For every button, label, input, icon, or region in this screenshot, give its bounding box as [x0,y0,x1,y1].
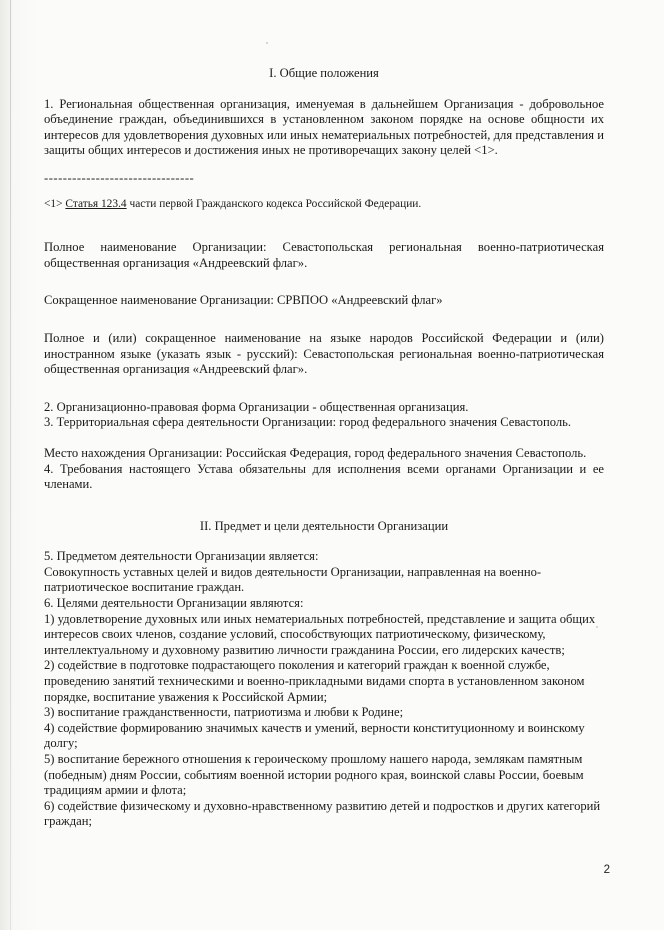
language-name-paragraph: Полное и (или) сокращенное наименование на языке народов Российской Федерации и (или) иностранном языке (указать язык - русский): Севастопольская региональная военно-патриотическая общественная организация «Андреевский флаг». [44,330,604,377]
page-number: 2 [603,864,610,876]
goal-item: 1) удовлетворение духовных или иных нематериальных потребностей, представление и защита общих интересов своих членов, создание условий, способствующих патриотическому, физическому, интеллектуальному и духовному развитию личности гражданина России, его лидерских качеств; [44,611,596,657]
section-1-heading: I. Общие положения [269,66,379,80]
scan-speck [266,42,268,44]
goal-item: 2) содействие в подготовке подрастающего поколения и категорий граждан к военной службе, проведению занятий техническими и военно-прикладными видами спорта в установленном законом порядке, воспитание уважения к Российской Армии; [44,658,585,704]
paragraph-1: 1. Региональная общественная организация, именуемая в дальнейшем Организация - добровольное объединение граждан, объединившихся в установленном законом порядке на основе общности их интересов для удовлетворения духовных или иных нематериальных потребностей, для представления и защиты общих интересов и достижения иных не противоречащих закону целей <1>. [44,96,604,158]
paragraph-6: 6. Целями деятельности Организации являются: [44,596,304,611]
section-2-heading: II. Предмет и цели деятельности Организации [199,518,449,533]
goal-item: 4) содействие формированию значимых качеств и умений, верности конституционному и воинскому долгу; [44,720,585,751]
scan-edge [10,0,11,930]
paragraph-5-text: Совокупность уставных целей и видов деятельности Организации, направленная на военно-патриотическое воспитание граждан. [44,564,542,595]
short-name-paragraph: Сокращенное наименование Организации: СРВПОО «Андреевский флаг» [44,293,443,308]
location-paragraph: Место нахождения Организации: Российская Федерация, город федерального значения Севастополь. [44,445,587,460]
paragraph-4: 4. Требования настоящего Устава обязательны для исполнения всеми органами Организации и ее членами. [44,461,604,492]
goal-item: 3) воспитание гражданственности, патриотизма и любви к Родине; [44,705,404,720]
footnote-mark: <1> [44,197,66,210]
footnote-separator: -------------------------------- [44,170,195,185]
footnote-link[interactable]: Статья 123.4 [65,197,127,210]
paragraph-2: 2. Организационно-правовая форма Организации - общественная организация. [44,399,469,414]
goal-item: 5) воспитание бережного отношения к героическому прошлому нашего народа, землякам памятным (победным) дням России, событиям военной истории родного края, воинской славы России, боевым традициям армии и флота; [44,752,584,798]
paragraph-3: 3. Территориальная сфера деятельности Организации: город федерального значения Севастополь. [44,415,572,430]
document-body [44,66,604,830]
footnote-text: части первой Гражданского кодекса Российской Федерации. [126,197,422,210]
goal-item: 6) содействие физическому и духовно-нравственному развитию детей и подростков и других категорий граждан; [44,798,601,829]
full-name-paragraph: Полное наименование Организации: Севастопольская региональная военно-патриотическая общественная организация «Андреевский флаг». [44,240,604,270]
paragraph-5: 5. Предметом деятельности Организации является: [44,549,319,564]
footnote [44,197,604,213]
